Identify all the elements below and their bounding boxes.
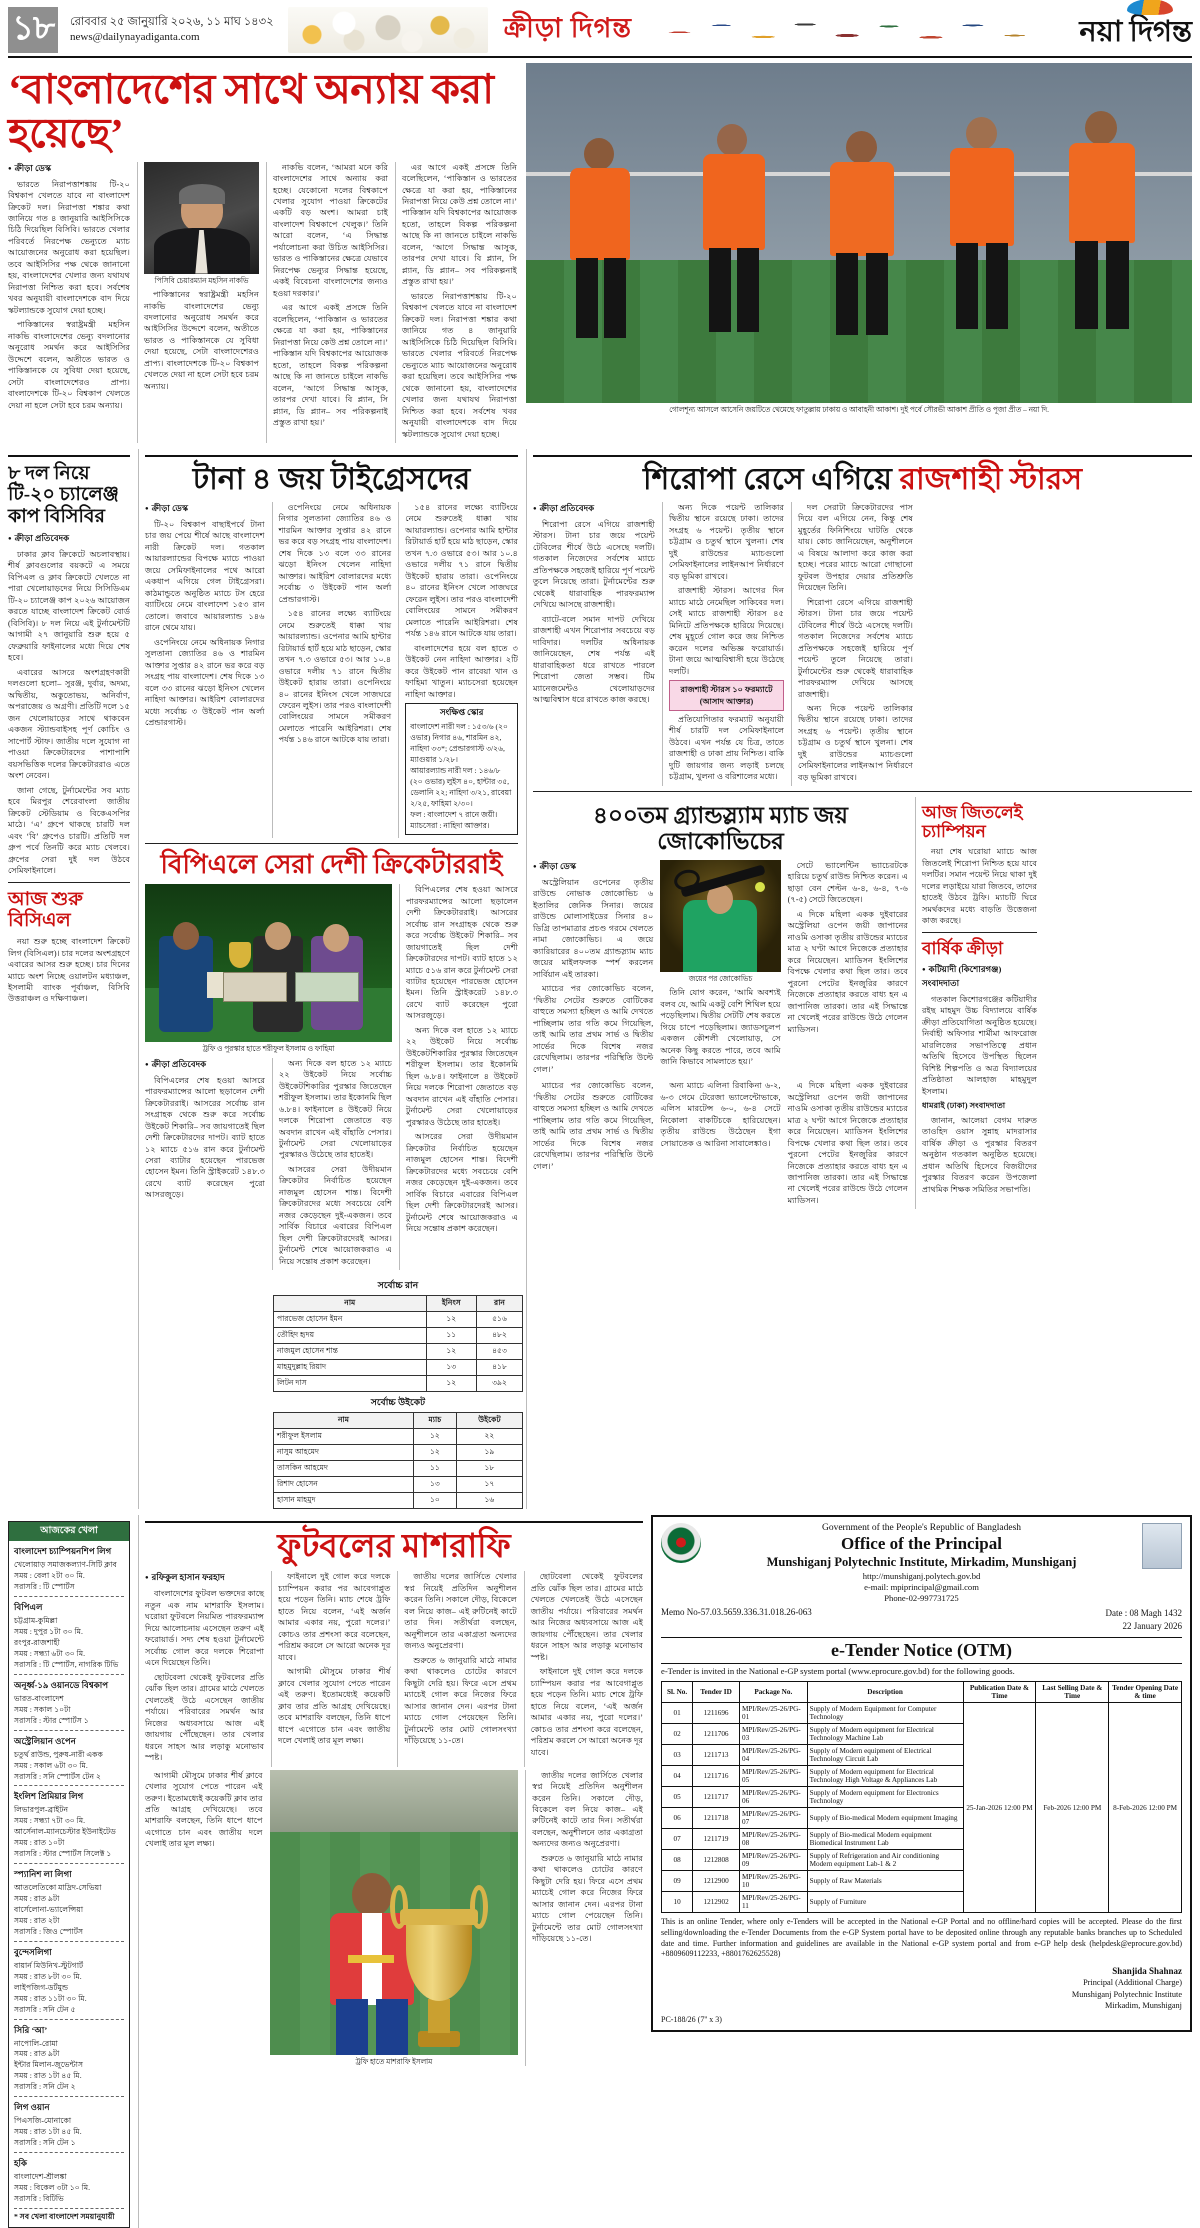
cell: ১২ — [426, 1312, 476, 1328]
t20-challenge-byline: ● ক্রীড়া প্রতিবেদক — [8, 532, 130, 546]
mashrafi-trophy-photo — [270, 1770, 519, 2055]
schedule-line: সরাসরি : স্টার স্পোর্টস সিলেক্ট ১ — [14, 1849, 112, 1859]
tigress-p5: ১৫৪ রানের লক্ষ্যে ব্যাটিংয়ে নেমে শুরুতেই ধাক্কা খায় আয়ারল্যান্ড। ওপেনার আমি হান্টার রিটায়ার্ড হার্ট হয়ে মাঠ ছাড়েন, স্কোর তখন ৭.৩ ওভারে ৫৩। আর ১০.৪ ওভারে দলীয় ৭১ রানে দ্বিতীয় উইকেট হারায় তারা। ওপেনিংয়ে ৪০ রানের ইনিংস খেলে সাজঘরে ফেরেন লুইস। তার পরও বাংলাদেশী বোলিংয়ের সামনে সমীকরণ মেলাতে পারেনি আইরিশরা। শেষ পর্যন্ত ১৪৬ রানে আটকে যায় তারা। — [405, 502, 519, 639]
schedule-block — [14, 1946, 124, 2016]
cell: Supply of Bio-medical Modern equipment Imaging — [807, 1808, 963, 1829]
scorecard-line-2: আয়ারল্যান্ড নারী দল : ১৪৬/৮ (২০ ওভার) লুইস ৪০, হান্টার ৩৫, ডেলানি ২২; নাহিদা ৩/২১, রাবেয়া ২/২৫, ফাহিমা ২/৩০। — [410, 766, 512, 808]
tender-th-desc: Description — [807, 1682, 963, 1703]
tender-opening-date: 8-Feb-2026 12:00 PM — [1109, 1703, 1182, 1913]
scorecard-line-1: বাংলাদেশ নারী দল : ১৫৩/৬ (২০ ওভার) নিগার ৪৬, শারমিন ৪২, নাহিদা ৩৩*; প্রেন্ডারগাস্ট ৩/২৬, ম্যাগুয়ার ১/২৮। — [410, 722, 508, 764]
hero-caption-credit: – নয়া দি. — [1023, 405, 1049, 414]
bpl-award-photo-caption: ট্রফি ও পুরস্কার হাতে শরীফুল ইসলাম ও ফাহিমা — [202, 1044, 335, 1054]
champion-today-headline: আজ জিতলেই চ্যাম্পিয়ন — [922, 803, 1023, 842]
schedule-line: সময় : সন্ধ্যা ৭টা ৩০ মি. — [14, 1816, 86, 1826]
djokovic-byline: ● ক্রীড়া ডেস্ক — [533, 860, 653, 874]
schedule-line: সময় : রাত ৮টা ৩০ মি. — [14, 1971, 82, 1981]
table-row — [274, 1360, 523, 1376]
tender-signature — [661, 1965, 1182, 2011]
cell: ১৬ — [456, 1493, 522, 1509]
cell: ১২ — [413, 1429, 456, 1445]
runs-th-2: রান — [477, 1296, 523, 1312]
wkts-th-0: নাম — [274, 1413, 414, 1429]
schedule-line: লাইপজিগ-ডর্টমুন্ড — [14, 1982, 69, 1992]
rajshahi-headline-red: রাজশাহী স্টারস — [899, 463, 1083, 497]
tender-th-package: Package No. — [739, 1682, 807, 1703]
schedule-line: চট্টগ্রাম-কুমিল্লা — [14, 1616, 58, 1626]
lead-p3a: পাকিস্তানের স্বরাষ্ট্রমন্ত্রী মহসিন নাকভি বাংলাদেশের ভেন্যু বদলানোর অনুরোধ সমর্থন করে আইসিসির উদ্দেশে বলেন, অতীতে ভারত ও পাকিস্তানকে যে সুবিধা দেয়া হয়েছে, সেটা বাংলাদেশেরও প্রাপ্য। বাংলাদেশকে টি-২০ বিশ্বকাপ খেলতে দেয়া না হলে সেটা হবে চরম অন্যায়। — [144, 290, 259, 391]
wkts-th-1: ম্যাচ — [413, 1413, 456, 1429]
cell: নাসুম আহমেদ — [274, 1445, 414, 1461]
schedule-line: লিভারপুল-ব্রাইটন — [14, 1805, 69, 1815]
cell: Supply of Raw Materials — [807, 1871, 963, 1892]
schedule-line: সরাসরি : সনি স্পোর্টস টেন ২ — [14, 1771, 101, 1781]
mashrafi-p9: আগামী মৌসুমে ঢাকার শীর্ষ ক্লাবে খেলার সুযোগ পেতে পারেন এই তরুণ। ইতোমধ্যেই কয়েকটি ক্লাব তার প্রতি আগ্রহ দেখিয়েছে। তবে মাশরাফি বলছেন, তিনি ধাপে ধাপে এগোতে চান এবং জাতীয় দলে খেলাই তার মূল লক্ষ্য। — [145, 1770, 263, 1849]
cell: ১৮ — [456, 1461, 522, 1477]
mashrafi-byline: ● রফিকুল হাসান ফরহাদ — [145, 1571, 264, 1585]
table-row — [274, 1461, 523, 1477]
tender-publication-date: 25-Jan-2026 12:00 PM — [963, 1703, 1036, 1913]
rajshahi-p2: ব্যাটে-বলে সমান দাপট দেখিয়ে রাজশাহী এখন শিরোপার সবচেয়ে বড় দাবিদার। দলটির অধিনায়ক জানিয়েছেন, শেষ পর্যন্ত এই ধারাবাহিকতা ধরে রাখতে পারলে শিরোপা জেতা সম্ভব। টিম ম্যানেজমেন্টও খেলোয়াড়দের আত্মবিশ্বাস ধরে রাখতে কাজ করছে। — [533, 614, 655, 705]
lead-p4: এর আগে একই প্রসঙ্গে তিনি বলেছিলেন, ‘পাকিস্তান ও ভারতের ক্ষেত্রে যা করা হয়, পাকিস্তানের নিরাপত্তা নিয়ে কেউ প্রশ্ন তোলে না।’ পাকিস্তান যদি বিশ্বকাপের আয়োজক হতো, তাহলে বিকল্প পরিকল্পনা আছে কি না জানতে চাইলে নাকভি বলেন, ‘আগে সিদ্ধান্ত আসুক, তারপর দেখা যাবে। বি প্ল্যান, সি প্ল্যান, ডি প্ল্যান– সব পরিকল্পনাই প্রস্তুত রাখা হয়।’ — [273, 303, 388, 428]
tender-notice-block — [651, 1515, 1192, 2227]
tender-institute: Munshiganj Polytechnic Institute, Mirkadim, Munshiganj — [766, 1555, 1077, 1570]
t20-challenge-headline: ৮ দল নিয়ে টি-২০ চ্যালেঞ্জ কাপ বিসিবির — [8, 463, 119, 527]
lead-headline: ‘বাংলাদেশের সাথে অন্যায় করা হয়েছে’ — [8, 66, 494, 157]
table-row — [274, 1328, 523, 1344]
tigress-p6: বাংলাদেশের হয়ে বল হাতে ৩ উইকেট নেন নাহিদা আক্তার। ২টি করে উইকেট পান রাবেয়া খান ও ফাহিমা খাতুন। ম্যাচসেরা হয়েছেন নাহিদা আক্তার। — [405, 643, 519, 699]
rajshahi-p7: শিরোপা রেসে এগিয়ে রাজশাহী স্টারস। টানা চার জয়ে পয়েন্ট টেবিলের শীর্ষে উঠে এসেছে দলটি। গতকাল নিজেদের সর্বশেষ ম্যাচে প্রতিপক্ষকে সহজেই হারিয়ে পূর্ণ পয়েন্ট তুলে নিয়েছে তারা। টুর্নামেন্টের শুরু থেকেই ধারাবাহিক পারফরম্যান্স দেখিয়ে আসছে রাজশাহী। — [798, 597, 913, 699]
cell: Supply of Furniture — [807, 1892, 963, 1913]
cell: 04 — [662, 1766, 693, 1787]
mashrafi-p6: শুরুতে ৬ জানুয়ারি মাঠে নামার কথা থাকলেও চোটের কারণে কিছুটা দেরি হয়। ফিরে এসে প্রথম ম্যাচেই গোল করে নিজের ফিরে আসার জানান দেন। এরপর টানা ম্যাচে গোল পেয়েছেন তিনি। টুর্নামেন্টে তার মোট গোলসংখ্যা দাঁড়িয়েছে ১১-তে। — [404, 1655, 517, 1746]
schedule-line: সরাসরি : স্টার স্পোর্টস ১ — [14, 1715, 89, 1725]
lead-p5: এর আগে একই প্রসঙ্গে তিনি বলেছিলেন, ‘পাকিস্তান ও ভারতের ক্ষেত্রে যা করা হয়, পাকিস্তানের নিরাপত্তা নিয়ে কেউ প্রশ্ন তোলে না।’ পাকিস্তান যদি বিশ্বকাপের আয়োজক হতো, তাহলে বিকল্প পরিকল্পনা আছে কি না জানতে চাইলে নাকভি বলেন, ‘আগে সিদ্ধান্ত আসুক, তারপর দেখা যাবে। বি প্ল্যান, সি প্ল্যান, ডি প্ল্যান– সব পরিকল্পনাই প্রস্তুত রাখা হয়।’ — [402, 162, 517, 287]
schedule-line: সরাসরি : সনি টেন ১ — [14, 2138, 76, 2148]
section-logo: ক্রীড়া দিগন্ত — [503, 12, 632, 43]
djokovic-photo-caption: জয়ের পর জোকোভিচ — [688, 973, 753, 983]
tender-phone: Phone-02-997731725 — [884, 1593, 959, 1604]
lead-p3: নাকভি বলেন, ‘আমরা মনে করি বাংলাদেশের সাথে অন্যায় করা হচ্ছে। যেকোনো দলের বিশ্বকাপে খেলার সুযোগ পাওয়া ক্রিকেটের একটি বড় অংশ। আমরা চাই বাংলাদেশ বিশ্বকাপে খেলুক।’ তিনি আরো বলেন, ‘এ সিদ্ধান্ত পর্যালোচনা করা উচিত আইসিসির। ভারত ও পাকিস্তানের ক্ষেত্রে যেভাবে নিরপেক্ষ ভেন্যুর সিদ্ধান্ত হয়েছে, একই বিবেচনা বাংলাদেশের জন্যও হওয়া দরকার।’ — [273, 162, 388, 298]
institute-logo-icon — [1142, 1523, 1182, 1569]
schedule-line: ইন্টার মিলান-জুভেন্টাস — [14, 2060, 84, 2070]
cell: 1211717 — [693, 1787, 740, 1808]
djokovic-p4: সেটে ভ্যালেন্টিন ভ্যাচেরটকে হারিয়ে চতুর্থ রাউন্ড নিশ্চিত করেন। এ ছাড়া বেন শেল্টন ৬-৪, ৬-৪, ৭-৬ (৭-৫) সেটে জিতেছেন। — [787, 860, 908, 905]
cell: ১০ — [413, 1493, 456, 1509]
cell: 10 — [662, 1892, 693, 1913]
athletes-montage-icon — [646, 7, 1065, 53]
tender-website[interactable]: http://munshiganj.polytech.gov.bd — [862, 1571, 981, 1582]
masthead — [8, 6, 1192, 58]
tigress-headline: টানা ৪ জয় টাইগ্রেসদের — [192, 463, 471, 497]
djokovic-photo — [660, 860, 780, 972]
schedule-line: সময় : রাত ১টা ৪৫ মি. — [14, 2127, 82, 2137]
bpl-best-p3: আসরের সেরা উদীয়মান ক্রিকেটার নির্বাচিত হয়েছেন নাজমুল হোসেন শান্ত। বিদেশী ক্রিকেটারদের মধ্যে সবচেয়ে বেশি নজর কেড়েছেন দুই-একজন। তবে সার্বিক বিচারে এবারের বিপিএল ছিল দেশী ক্রিকেটারদেরই আসর। টুর্নামেন্ট শেষে আয়োজকরাও এ নিয়ে সন্তোষ প্রকাশ করেছেন। — [279, 1164, 392, 1266]
cell: ১১ — [426, 1328, 476, 1344]
cell: ১৭ — [456, 1477, 522, 1493]
djokovic-p2: ম্যাচের পর জোকোভিচ বলেন, ‘দ্বিতীয় সেটের শুরুতে বোটিকের বাহুতে সমস্যা হচ্ছিল ও আমি দেখতে পাচ্ছিলাম তার গতি কমে গিয়েছিল, তাই আমি তার প্রথম সার্ভ ও দ্বিতীয় সার্ভের দিকে বিশেষ নজর রেখেছিলাম। তারপর পরিস্থিতি উল্টে গেল।’ — [533, 984, 654, 1074]
bpl-best-p2: অন্য দিকে বল হাতে ১২ ম্যাচে ২২ উইকেট নিয়ে সর্বোচ্চ উইকেটশিকারির পুরস্কার জিতেছেন শরীফুল ইসলাম। তার ইকোনমি ছিল ৬.৮৪। ফাইনালে ৪ উইকেট নিয়ে দলকে শিরোপা জেতাতে বড় অবদান রাখেন এই বাঁহাতি পেসার। টুর্নামেন্ট সেরা খেলোয়াড়ের পুরস্কারও উঠেছে তার হাতেই। — [279, 1058, 392, 1160]
schedule-block — [14, 1790, 124, 1860]
annual-sports-p1: গতকাল কিশোরগঞ্জের কটিয়াদীর রইছ মাহমুদ উচ্চ বিদ্যালয়ে বার্ষিক ক্রীড়া প্রতিযোগিতা অনুষ্ঠিত হয়েছে। নির্বাহী অফিসার শার্মীমা আফরোজ মারলিজের সভাপতিত্বে প্রধান অতিথি হিসেবে উপস্থিত ছিলেন বিশিষ্ট শিল্পপতি ও অত্র বিদ্যালয়ের প্রতিষ্ঠাতা আলহাজ মাহমুদুল ইসলাম। — [922, 994, 1037, 1096]
masthead-dateline — [70, 15, 274, 45]
cell: Supply of Modern equipment for Electrical Technology High Voltage & Appliances Lab — [807, 1766, 963, 1787]
table-row — [274, 1445, 523, 1461]
schedule-line: ভারত-বাংলাদেশ — [14, 1693, 64, 1703]
schedule-header: অস্ট্রেলিয়ান ওপেন — [14, 1735, 76, 1746]
cell: ২২ — [456, 1429, 522, 1445]
bcl-p1: নয়া শুরু হচ্ছে বাংলাদেশ ক্রিকেট লিগ (বিসিএল)। চার দলের অংশগ্রহণে এবারের আসর শুরু হচ্ছে। চার দিনের ম্যাচে অংশ নিচ্ছে ওয়ালটন মধ্যাঞ্চল, ইসলামী ব্যাংক পূর্বাঞ্চল, বিসিবি উত্তরাঞ্চল ও দক্ষিণাঞ্চল। — [8, 937, 130, 1004]
djokovic-p8: এ দিকে মহিলা একক দুইবারের অস্ট্রেলিয়া ওপেন জয়ী জাপানের নাওমি ওসাকা তৃতীয় রাউন্ডের ম্যাচের মাত্র ২ ঘণ্টা আগে নিজেকে প্রত্যাহার করে নিয়েছেন। ম্যাডিসন ইংলিশের বিপক্ষে খেলার কথা ছিল তার। তবে পুরনো পেটের ইনজুরির কারণে নিজেকে প্রত্যাহার করতে বাধ্য হন এ জাপানিজ তারকা। তার এই সিদ্ধান্তে না খেলেই পরের রাউন্ডে উঠে গেলেন ম্যাডিসন। — [787, 1081, 908, 1205]
cell: 1211713 — [693, 1745, 740, 1766]
hero-caption-text: গোলশূন্য আসলে আসেনি জয়টিতে থেমেছে ফাতুল্লায় ঢাকায় ও আবাহনী আকাশ। দুই পর্বে সৌরভী আকাশ প্রীতি ও পূজা প্রীত — [669, 405, 1022, 414]
tender-email[interactable]: e-mail: mpiprincipal@gmail.com — [864, 1582, 979, 1593]
e-tender-lead: e-Tender is invited in the National e-GP system portal (www.eprocure.gov.bd) for the following goods. — [661, 1665, 1015, 1676]
hero-photo-block — [526, 63, 1192, 443]
table-row — [274, 1477, 523, 1493]
cell: ১১ — [413, 1461, 456, 1477]
cell: MPI/Rev/25-26/PG-07 — [739, 1808, 807, 1829]
tender-th-pub: Publication Date & Time — [963, 1682, 1036, 1703]
tender-pc-code: PC-188/26 (7'' x 3) — [661, 2015, 722, 2025]
champion-today-p1: নয়া শেষ ঘরোয়া ম্যাচে আজ জিতলেই শিরোপা নিশ্চিত হয়ে যাবে দলটির। সমান পয়েন্ট নিয়ে থাকা দুই দলের লড়াইয়ে যারা জিতবে, তাদের হাতেই উঠবে ট্রফি। ম্যাচটি ঘিরে সমর্থকদের মধ্যে বাড়তি উত্তেজনা কাজ করছে। — [922, 847, 1037, 926]
tender-date-bangla: Date : 08 Magh 1432 — [1105, 1608, 1182, 1619]
e-tender-title: e-Tender Notice (OTM) — [661, 1637, 1182, 1664]
schedule-line: সময় : বেলা ২টা ৩০ মি. — [14, 1571, 85, 1581]
bcl-headline: আজ শুরু বিসিএল — [8, 888, 83, 931]
t20-challenge-p2: এবারের আসরে অংশগ্রহণকারী দলগুলো হলো– সুরঞ্জ, দুর্বার, অদম্য, অদ্বিতীয়, অকুতোভয়, অনির্বাণ, অপরাজেয় ও অগ্রণী। প্রতিটি দলে ১৫ জন খেলোয়াড়ের সাথে থাকবেন একজন স্ট্যান্ডবাইসহ পূর্ণ কোচিং ও সাপোর্ট স্টাফ। জাতীয় দলে সুযোগ না পাওয়া ক্রিকেটারদের পাশাপাশি বয়সভিত্তিক দলের ক্রিকেটাররাও এতে অংশ নেবেন। — [8, 667, 130, 781]
cell: MPI/Rev/25-26/PG-06 — [739, 1787, 807, 1808]
cell: রিশাদ হোসেন — [274, 1477, 414, 1493]
lead-byline: ● ক্রীড়া ডেস্ক — [8, 162, 130, 176]
mashrafi-p8: ফাইনালে দুই গোল করে দলকে চ্যাম্পিয়ন করার পর আবেগাপ্লুত হয়ে পড়েন তিনি। ম্যাচ শেষে ট্রফি হাতে নিয়ে বলেন, ‘এই অর্জন আমার একার নয়, পুরো দলের।’ কোচও তার প্রশংসা করে বলেছেন, পরিশ্রম করলে সে আরো অনেক দূর যাবে। — [530, 1667, 644, 1757]
table-row — [274, 1376, 523, 1392]
schedule-line: সময় : সকাল ৬টা ৩০ মি. — [14, 1760, 88, 1770]
annual-sports-correspondent: ● কটিয়াদী (কিশোরগঞ্জ) সংবাদদাতা — [922, 963, 1037, 991]
schedule-line: সময় : সন্ধ্যা ৬টা ৩০ মি. — [14, 1648, 86, 1658]
schedule-line: সরাসরি : টি স্পোর্টস, নাগরিক টিভি — [14, 1659, 119, 1669]
mashrafi-headline: ফুটবলের মাশরাফি — [277, 1529, 511, 1566]
tender-th-last: Last Selling Date & Time — [1036, 1682, 1109, 1703]
naqvi-photo-caption: পিসিবি চেয়ারম্যান মহসিন নাকভি — [154, 275, 249, 285]
schedule-block — [14, 2157, 124, 2205]
tender-date-english: 22 January 2026 — [1122, 1620, 1182, 1631]
rajshahi-p3: অন্য দিকে পয়েন্ট তালিকার দ্বিতীয় স্থানে রয়েছে ঢাকা। তাদের সংগ্রহ ৬ পয়েন্ট। তৃতীয় স্থানে চট্টগ্রাম ও চতুর্থ স্থানে খুলনা। শেষ দুই রাউন্ডের ম্যাচগুলো সেমিফাইনালের লাইনআপ নির্ধারণে বড় ভূমিকা রাখবে। — [669, 502, 784, 581]
schedule-block — [14, 1735, 124, 1783]
schedule-line: পিএসজি-মোনাকো — [14, 2116, 72, 2126]
cell: হাসান মাহমুদ — [274, 1493, 414, 1509]
rajshahi-p8: অন্য দিকে পয়েন্ট তালিকার দ্বিতীয় স্থানে রয়েছে ঢাকা। তাদের সংগ্রহ ৬ পয়েন্ট। তৃতীয় স্থানে চট্টগ্রাম ও চতুর্থ স্থানে খুলনা। শেষ দুই রাউন্ডের ম্যাচগুলো সেমিফাইনালের লাইনআপ নির্ধারণে বড় ভূমিকা রাখবে। — [798, 703, 913, 782]
schedule-block — [14, 1679, 124, 1727]
cell: 09 — [662, 1871, 693, 1892]
mashrafi-p7: ছোটবেলা থেকেই ফুটবলের প্রতি ঝোঁক ছিল তার। গ্রামের মাঠে খেলতে খেলতেই উঠে এসেছেন জাতীয় পর্যায়ে। পরিবারের সমর্থন আর নিজের অধ্যবসায়ে আজ এই জায়গায় পৌঁছেছেন। তার খেলার ধরনে সাহস আর লড়াকু মনোভাব স্পষ্ট। — [530, 1572, 644, 1662]
djokovic-p3: তিনি যোগ করেন, ‘আমি অবশ্যই বলব যে, আমি একটু বেশি শিথিল হয়ে পড়েছিলাম। দ্বিতীয় সেটটি শেষ করতে গিয়ে চাপে পড়েছিলাম। জ্যাডসচুলপ একজন কৌশলী খেলোয়াড়, সে অনেক কিছু করতে পারে, তবে আমি জানি কিভাবে সামলাতে হয়।’ — [660, 988, 781, 1067]
wkts-th-2: উইকেট — [456, 1413, 522, 1429]
tigress-p1: টি-২০ বিশ্বকাপ বাছাইপর্বে টানা চার জয় পেয়ে শীর্ষে আছে বাংলাদেশ নারী ক্রিকেট দল। গতকাল আয়ারল্যান্ডের বিপক্ষে ম্যাচে পাওয়া জয়ে সেমিফাইনালের পথে আরো একধাপ এগিয়ে গেল টাইগ্রেসরা। কাঠমান্ডুতে অনুষ্ঠিত ম্যাচে টস হেরে ব্যাটিংয়ে নেমে বাংলাদেশ ১৫৩ রান তোলে। জবাবে আয়ারল্যান্ড ১৪৬ রানে থেমে যায়। — [145, 519, 265, 633]
runs-th-1: ইনিংস — [426, 1296, 476, 1312]
t20-challenge-p1: ঢাকার ক্লাব ক্রিকেটে অচলাবস্থায়। শীর্ষ ক্লাবগুলোর বয়কটে এ সময়ে বিপিএল ও ক্লাব ক্রিকেটে খেলতে না পারা খেলোয়াড়দের নিয়ে সিসিডিএম টি-২০ চ্যালেঞ্জ কাপ ২০২৬ আয়োজন করতে যাচ্ছে বাংলাদেশ ক্রিকেট বোর্ড (বিসিবি)। ৮ দল নিয়ে এই টুর্নামেন্টটি আগামী ২৭ জানুয়ারি শুরু হয়ে ৫ ফেব্রুয়ারি ফাইনালের মধ্যে দিয়ে শেষ হবে। — [8, 549, 130, 663]
schedule-block — [14, 1545, 124, 1593]
runs-table-caption: সর্বোচ্চ রান — [377, 1280, 419, 1291]
schedule-line: সরাসরি : বিটিভি — [14, 2193, 64, 2203]
cell: শরীফুল ইসলাম — [274, 1429, 414, 1445]
cell: ৪৮২ — [477, 1328, 523, 1344]
schedule-header: স্প্যানিশ লা লিগা — [14, 1869, 72, 1880]
djokovic-p7: অন্য ম্যাচে এলিনা রিবাকিনা ৬-২, ৬-৩ গেমে টেরেজা ভ্যালেন্টোভাকে, এলিস মারটেন্স ৬-০, ৬-৪ সেটে নিকোলা বাকটিচকে হারিয়েছেন। তৃতীয় রাউন্ডে উঠেছেন ইগা সোয়াতেক ও আরিনা সাবালেঙ্কাও। — [660, 1081, 781, 1148]
rajshahi-p6: দল সেরাটা ক্রিকেটারদের পাস দিয়ে বল এগিয়ে নেন, কিন্তু শেষ মুহূর্তের ফিনিশিংয়ে ঘাটতি থেকে যায়। কোচ জানিয়েছেন, অনুশীলনে এ বিষয়ে আলাদা করে কাজ করা হচ্ছে। পরের ম্যাচে আরো গোছানো ফুটবল উপহার দেয়ার প্রতিশ্রুতি দিয়েছেন তিনি। — [798, 502, 913, 593]
schedule-line: সরাসরি : সনি টেন ৫ — [14, 2004, 76, 2014]
tender-th-id: Tender ID — [693, 1682, 740, 1703]
cell: লিটন দাস — [274, 1376, 427, 1392]
hero-photo — [526, 63, 1192, 403]
tender-dates — [1106, 1607, 1183, 1632]
tender-th-open: Tender Opening Date & time — [1109, 1682, 1182, 1703]
cell: Supply of Refrigeration and Air conditioning Modern equipment Lab-1 & 2 — [807, 1850, 963, 1871]
tender-last-selling-date: Feb-2026 12:00 PM — [1036, 1703, 1109, 1913]
cell: ১২ — [413, 1445, 456, 1461]
cell: MPI/Rev/25-26/PG-05 — [739, 1766, 807, 1787]
cell: 02 — [662, 1724, 693, 1745]
schedule-header: বাংলাদেশ চ্যাম্পিয়নশিপ লিগ — [14, 1546, 112, 1557]
schedule-header: সিরি ‘আ’ — [14, 2024, 48, 2035]
email-text: news@dailynayadiganta.com — [70, 31, 200, 44]
annual-sports-p2-head: ধামরাই (ঢাকা) সংবাদদাতা — [922, 1101, 1006, 1111]
rajshahi-headline-black: শিরোপা রেসে এগিয়ে — [642, 463, 900, 497]
govt-emblem-icon — [661, 1523, 701, 1563]
lead-p1: ভারতে নিরাপত্তাশঙ্কায় টি-২০ বিশ্বকাপ খেলতে যাবে না বাংলাদেশ ক্রিকেট দল। নিরাপত্তা শঙ্কার কথা জানিয়ে গত ৪ জানুয়ারি আইসিসিকে চিঠি দিয়েছিল বিসিবি। ভারতে খেলার পরিবর্তে নিরপেক্ষ ভেন্যুতে ম্যাচ আয়োজনের অনুরোধ করা হয়েছিল। তবে আইসিসির পক্ষ থেকে জানানো হয়, বাংলাদেশের খেলার জন্য যথাযথ নিরাপত্তা নিশ্চিত করা হবে। সর্বশেষ খবর অনুযায়ী বাংলাদেশকে বাদ দিয়ে স্কটল্যান্ডকে সুযোগ দেয়া হচ্ছে। — [8, 179, 130, 315]
mashrafi-p11: শুরুতে ৬ জানুয়ারি মাঠে নামার কথা থাকলেও চোটের কারণে কিছুটা দেরি হয়। ফিরে এসে প্রথম ম্যাচেই গোল করে নিজের ফিরে আসার জানান দেন। এরপর টানা ম্যাচে গোল পেয়েছেন তিনি। টুর্নামেন্টে তার মোট গোলসংখ্যা দাঁড়িয়েছে ১১-তে। — [532, 1853, 643, 1944]
cell: Supply of Modern Equipment for Computer Technology — [807, 1703, 963, 1724]
cell: 1212902 — [693, 1892, 740, 1913]
cell: 06 — [662, 1808, 693, 1829]
cell: Supply of Modern equipment for Electronics Technology — [807, 1787, 963, 1808]
schedule-line: বায়ার্ন মিউনিখ-স্টুটগার্ট — [14, 1960, 84, 1970]
sports-balls-icon — [288, 7, 488, 53]
table-row — [662, 1703, 1182, 1724]
schedule-block — [14, 1868, 124, 1938]
scorecard-line-3: ফল : বাংলাদেশ ৭ রানে জয়ী। — [410, 810, 498, 819]
paper-logo — [1079, 3, 1192, 58]
schedule-header: বিপিএল — [14, 1602, 43, 1613]
tigress-byline: ● ক্রীড়া ডেস্ক — [145, 502, 265, 516]
cell: MPI/Rev/25-26/PG-03 — [739, 1724, 807, 1745]
bpl-best-p5: অন্য দিকে বল হাতে ১২ ম্যাচে ২২ উইকেট নিয়ে সর্বোচ্চ উইকেটশিকারির পুরস্কার জিতেছেন শরীফুল ইসলাম। তার ইকোনমি ছিল ৬.৮৪। ফাইনালে ৪ উইকেট নিয়ে দলকে শিরোপা জেতাতে বড় অবদান রাখেন এই বাঁহাতি পেসার। টুর্নামেন্ট সেরা খেলোয়াড়ের পুরস্কারও উঠেছে তার হাতেই। — [406, 1025, 518, 1127]
cell: মাহমুদুল্লাহ রিয়াদ — [274, 1360, 427, 1376]
cell: 1211696 — [693, 1703, 740, 1724]
cell: পারভেজ হোসেন ইমন — [274, 1312, 427, 1328]
cell: নাজমুল হোসেন শান্ত — [274, 1344, 427, 1360]
tender-th-sl: Sl. No. — [662, 1682, 693, 1703]
cell: ১৩ — [426, 1360, 476, 1376]
schedule-line: সরাসরি : টি স্পোর্টস — [14, 1582, 75, 1592]
tender-sign-name: Shanjida Shahnaz — [1112, 1966, 1182, 1977]
cell: 1212808 — [693, 1850, 740, 1871]
bpl-best-byline: ● ক্রীড়া প্রতিবেদক — [145, 1058, 265, 1072]
cell: 05 — [662, 1787, 693, 1808]
rajshahi-p5: প্রতিযোগিতার ফরম্যাট অনুযায়ী শীর্ষ চারটি দল সেমিফাইনালে উঠবে। এখন পর্যন্ত যে চিত্র, তাতে রাজশাহী ও ঢাকা প্রায় নিশ্চিত। বাকি দুটি জায়গার জন্য লড়াই চলছে চট্টগ্রাম, খুলনা ও বরিশালের মধ্যে। — [669, 714, 784, 782]
schedule-line: সরাসরি : জিও স্পোর্টস — [14, 1926, 84, 1936]
cell: ৪৫৩ — [477, 1344, 523, 1360]
annual-sports-headline: বার্ষিক ক্রীড়া — [922, 938, 1003, 958]
cell: 1211716 — [693, 1766, 740, 1787]
cell: 07 — [662, 1829, 693, 1850]
cell: Supply of Modern equipment of Electrical Technology Circuit Lab — [807, 1745, 963, 1766]
schedule-line: আর্সেনাল-ম্যানচেস্টার ইউনাইটেড — [14, 1827, 116, 1837]
schedule-block — [14, 1601, 124, 1671]
lead-p6: ভারতে নিরাপত্তাশঙ্কায় টি-২০ বিশ্বকাপ খেলতে যাবে না বাংলাদেশ ক্রিকেট দল। নিরাপত্তা শঙ্কার কথা জানিয়ে গত ৪ জানুয়ারি আইসিসিকে চিঠি দিয়েছিল বিসিবি। ভারতে খেলার পরিবর্তে নিরপেক্ষ ভেন্যুতে ম্যাচ আয়োজনের অনুরোধ করা হয়েছিল। তবে আইসিসির পক্ষ থেকে জানানো হয়, বাংলাদেশের খেলার জন্য যথাযথ নিরাপত্তা নিশ্চিত করা হবে। সর্বশেষ খবর অনুযায়ী বাংলাদেশকে বাদ দিয়ে স্কটল্যান্ডকে সুযোগ দেয়া হচ্ছে। — [402, 291, 517, 439]
rajshahi-byline: ● ক্রীড়া প্রতিবেদক — [533, 502, 655, 516]
date-text: রোববার ২৫ জানুয়ারি ২০২৬, ১১ মাঘ ১৪৩২ — [70, 15, 274, 28]
schedule-line: সময় : রাত ৯টা — [14, 1894, 60, 1904]
cell: Supply of Bio-medical Modern equipment Biomedical Instrument Lab — [807, 1829, 963, 1850]
schedule-header: হকি — [14, 2158, 27, 2168]
tender-sign-title-2: Munshiganj Polytechnic Institute — [1071, 1989, 1182, 1999]
schedule-line: খেলোয়াড় সমাজকল্যাণ-সিটি ক্লাব — [14, 1560, 117, 1570]
cell: MPI/Rev/25-26/PG-11 — [739, 1892, 807, 1913]
schedule-line: বাংলাদেশ-শ্রীলঙ্কা — [14, 2172, 67, 2181]
cell: MPI/Rev/25-26/PG-01 — [739, 1703, 807, 1724]
wkts-table-header-row — [274, 1413, 523, 1429]
tender-table — [661, 1681, 1182, 1913]
cell: 1212900 — [693, 1871, 740, 1892]
top-wicket-takers-table — [273, 1412, 523, 1509]
cell: MPI/Rev/25-26/PG-04 — [739, 1745, 807, 1766]
cell: ১২ — [426, 1344, 476, 1360]
tender-table-header-row — [662, 1682, 1182, 1703]
schedule-line: সরাসরি : সনি টেন ২ — [14, 2082, 76, 2092]
schedule-line: আতলেতিকো মাদ্রিদ-সেভিয়া — [14, 1883, 102, 1893]
cell: তাসকিন আহমেদ — [274, 1461, 414, 1477]
table-row — [274, 1429, 523, 1445]
rajshahi-p4: রাজশাহী স্টারস। আগের দিন ম্যাচে মাঠে নেমেছিল সাকিবের দল। সেই ম্যাচে রাজশাহী স্টারস ৪৫ মিনিটে প্রতিপক্ষকে হারিয়ে দিয়েছে। শেষ মুহূর্তে গোল করে জয় নিশ্চিত করেন দলের অভিজ্ঞ ফরোয়ার্ড। টানা জয়ে আত্মবিশ্বাসী হয়ে উঠেছে দলটি। — [669, 586, 784, 676]
djokovic-p1: অস্ট্রেলিয়ান ওপেনের তৃতীয় রাউন্ডে নোভাক জোকোভিচ ৬ ইতালির জেনিক সিনার। জয়ের রাউন্ডে মোলাসাইডের সিনার ৪০ ডিগ্রি তাপমাত্রার প্রচণ্ড গরমে খেলতে নামা জোকোভিচ। এ জয়ে ক্যারিয়ারের ৪০০তম গ্র্যান্ডস্ল্যাম ম্যাচ জয়ের মাইলফলক স্পর্শ করলেন সার্বিয়ান এই তারকা। — [533, 877, 654, 979]
djokovic-p6: ম্যাচের পর জোকোভিচ বলেন, ‘দ্বিতীয় সেটের শুরুতে বোটিকের বাহুতে সমস্যা হচ্ছিল ও আমি দেখতে পাচ্ছিলাম তার গতি কমে গিয়েছিল, তাই আমি তার প্রথম সার্ভ ও দ্বিতীয় সার্ভের দিকে বিশেষ নজর রেখেছিলাম। তারপর পরিস্থিতি উল্টে গেল।’ — [533, 1081, 654, 1171]
schedule-line: সময় : রাত ১টা ৪৫ মি. — [14, 2071, 82, 2081]
mashrafi-p10: জাতীয় দলের জার্সিতে খেলার স্বপ্ন নিয়েই প্রতিদিন অনুশীলন করেন তিনি। সকালে দৌড়, বিকেলে বল নিয়ে কাজ– এই রুটিনেই কাটে তার দিন। সতীর্থরা বলছেন, অনুশীলনে তার একাগ্রতা অন্যদের জন্যও অনুপ্রেরণা। — [532, 1770, 643, 1849]
cell: 08 — [662, 1850, 693, 1871]
hero-photo-caption — [526, 405, 1192, 414]
schedule-header: ইংলিশ প্রিমিয়ার লিগ — [14, 1791, 84, 1802]
schedule-header: বুন্দেসলিগা — [14, 1946, 52, 1957]
mashrafi-p2: ছোটবেলা থেকেই ফুটবলের প্রতি ঝোঁক ছিল তার। গ্রামের মাঠে খেলতে খেলতেই উঠে এসেছেন জাতীয় পর্যায়ে। পরিবারের সমর্থন আর নিজের অধ্যবসায়ে আজ এই জায়গায় পৌঁছেছেন। তার খেলার ধরনে সাহস আর লড়াকু মনোভাব স্পষ্ট। — [145, 1672, 265, 1763]
schedule-line: সময় : রাত ৯টা — [14, 2049, 60, 2059]
schedule-line: সময় : রাত ১০টা — [14, 1838, 65, 1848]
mashrafi-p3: ফাইনালে দুই গোল করে দলকে চ্যাম্পিয়ন করার পর আবেগাপ্লুত হয়ে পড়েন তিনি। ম্যাচ শেষে ট্রফি হাতে নিয়ে বলেন, ‘এই অর্জন আমার একার নয়, পুরো দলের।’ কোচও তার প্রশংসা করে বলেছেন, পরিশ্রম করলে সে আরো অনেক দূর যাবে। — [278, 1572, 391, 1662]
table-row — [274, 1493, 523, 1509]
annual-sports-p2: জানান, আলেয়া বেগম দারুত তাওহিদ ওয়াস সুন্নাহ মাদরাসার বার্ষিক ক্রীড়া ও পুরস্কার বিতরণ অনুষ্ঠান গতকাল অনুষ্ঠিত হয়েছে। প্রধান অতিথি হিসেবে বিজয়ীদের পুরস্কার বিতরণ করেন উপজেলা প্রাথমিক শিক্ষক সমিতির সভাপতি। — [922, 1115, 1037, 1194]
scorecard-line-4: ম্যাচসেরা : নাহিদা আক্তার। — [410, 821, 490, 830]
tender-office-title: Office of the Principal — [841, 1534, 1002, 1554]
table-row — [274, 1312, 523, 1328]
cell: ৫১৬ — [477, 1312, 523, 1328]
schedule-block — [14, 2101, 124, 2149]
t20-challenge-p3: জানা গেছে, টুর্নামেন্টের সব ম্যাচ হবে মিরপুর শেরেবাংলা জাতীয় ক্রিকেট স্টেডিয়াম ও বিকেএসপির মাঠে। ‘এ’ গ্রুপে থাকছে চারটি দল এবং ‘বি’ গ্রুপেও চারটি। প্রতিটি দল গ্রুপ পর্বে তিনটি করে ম্যাচ খেলবে। গ্রুপের সেরা দুই দল উঠবে সেমিফাইনালে। — [8, 785, 130, 876]
cell: MPI/Rev/25-26/PG-10 — [739, 1871, 807, 1892]
schedule-line: নাপোলি-রোমা — [14, 2038, 58, 2048]
djokovic-headline: ৪০০তম গ্র্যান্ডস্ল্যাম ম্যাচ জয় জোকোভিচের — [593, 803, 848, 855]
cell: ১৩ — [413, 1477, 456, 1493]
mashrafi-p5: জাতীয় দলের জার্সিতে খেলার স্বপ্ন নিয়েই প্রতিদিন অনুশীলন করেন তিনি। সকালে দৌড়, বিকেলে বল নিয়ে কাজ– এই রুটিনেই কাটে তার দিন। সতীর্থরা বলছেন, অনুশীলনে তার একাগ্রতা অন্যদের জন্যও অনুপ্রেরণা। — [404, 1572, 517, 1651]
rajshahi-p1: শিরোপা রেসে এগিয়ে রাজশাহী স্টারস। টানা চার জয়ে পয়েন্ট টেবিলের শীর্ষে উঠে এসেছে দলটি। গতকাল নিজেদের সর্বশেষ ম্যাচে প্রতিপক্ষকে সহজেই হারিয়ে পূর্ণ পয়েন্ট তুলে নিয়েছে তারা। টুর্নামেন্টের শুরু থেকেই ধারাবাহিক পারফরম্যান্স দেখিয়ে আসছে রাজশাহী। — [533, 519, 655, 610]
wickets-table-caption: সর্বোচ্চ উইকেট — [370, 1397, 426, 1408]
tender-sign-title-3: Mirkadim, Munshiganj — [1105, 2000, 1182, 2010]
cell: 03 — [662, 1745, 693, 1766]
paper-logo-text: নয়া দিগন্ত — [1079, 15, 1192, 48]
djokovic-p5: এ দিকে মহিলা একক দুইবারের অস্ট্রেলিয়া ওপেন জয়ী জাপানের নাওমি ওসাকা তৃতীয় রাউন্ডের ম্যাচের মাত্র ২ ঘণ্টা আগে নিজেকে প্রত্যাহার করে নিয়েছেন। ম্যাডিসন ইংলিশের বিপক্ষে খেলার কথা ছিল তার। তবে পুরনো পেটের ইনজুরির কারণে নিজেকে প্রত্যাহার করতে বাধ্য হন এ জাপানিজ তারকা। তার এই সিদ্ধান্তে না খেলেই পরের রাউন্ডে উঠে গেলেন ম্যাডিসন। — [787, 909, 908, 1034]
mashrafi-p4: আগামী মৌসুমে ঢাকার শীর্ষ ক্লাবে খেলার সুযোগ পেতে পারেন এই তরুণ। ইতোমধ্যেই কয়েকটি ক্লাব তার প্রতি আগ্রহ দেখিয়েছে। তবে মাশরাফি বলছেন, তিনি ধাপে ধাপে এগোতে চান এবং জাতীয় দলে খেলাই তার মূল লক্ষ্য। — [278, 1667, 391, 1746]
schedule-line: সময় : বিকেল ৩টা ১০ মি. — [14, 2182, 91, 2192]
cell: ৪১৮ — [477, 1360, 523, 1376]
bpl-best-headline: বিপিএলে সেরা দেশী ক্রিকেটাররাই — [160, 850, 503, 879]
schedule-block — [14, 2024, 124, 2094]
bpl-best-p4: বিপিএলের শেষ হওয়া আসরে পারফরম্যান্সের আলো ছড়ালেন দেশী ক্রিকেটাররাই। আসরের সর্বোচ্চ রান সংগ্রাহক থেকে শুরু করে সর্বোচ্চ উইকেট শিকারি– সব জায়গাতেই ছিল দেশী ক্রিকেটারদের দাপট। ব্যাট হাতে ১২ ম্যাচে ৫১৬ রান করে টুর্নামেন্ট সেরা ব্যাটার হয়েছেন পারভেজ হোসেন ইমন। তিনি স্ট্রাইকরেট ১৪৮.৩ রেখে ব্যাট করেছেন পুরো আসরজুড়ে। — [406, 885, 518, 1021]
schedule-line: চতুর্থ রাউন্ড, পুরুষ-নারী একক — [14, 1749, 103, 1759]
runs-table-header-row — [274, 1296, 523, 1312]
schedule-line: সময় : দুপুর ১টা ৩০ মি. — [14, 1627, 83, 1637]
cell: 1211718 — [693, 1808, 740, 1829]
cell: 01 — [662, 1703, 693, 1724]
todays-games-box — [8, 1521, 130, 2227]
logo-swoosh-icon — [1127, 0, 1173, 15]
tender-memo-no: Memo No-57.03.5659.336.31.018.26-063 — [661, 1607, 812, 1618]
bpl-best-p1: বিপিএলের শেষ হওয়া আসরে পারফরম্যান্সের আলো ছড়ালেন দেশী ক্রিকেটাররাই। আসরের সর্বোচ্চ রান সংগ্রাহক থেকে শুরু করে সর্বোচ্চ উইকেট শিকারি– সব জায়গাতেই ছিল দেশী ক্রিকেটারদের দাপট। ব্যাট হাতে ১২ ম্যাচে ৫১৬ রান করে টুর্নামেন্ট সেরা ব্যাটার হয়েছেন পারভেজ হোসেন ইমন। তিনি স্ট্রাইকরেট ১৪৮.৩ রেখে ব্যাট করেছেন পুরো আসরজুড়ে। — [145, 1075, 265, 1200]
cell: Supply of Modern equipment for Electrical Technology Machine Lab — [807, 1724, 963, 1745]
schedule-line: রংপুর-রাজশাহী — [14, 1638, 60, 1647]
mashrafi-p1: বাংলাদেশের ফুটবল ভক্তদের কাছে নতুন এক নাম মাশরাফি ইসলাম। ঘরোয়া ফুটবলে নিয়মিত পারফরম্যান্স দিয়ে আলোচনায় এসেছেন তরুণ এই ফরোয়ার্ড। সদ্য শেষ হওয়া টুর্নামেন্টে সর্বোচ্চ গোল করে দলকে শিরোপা এনে দিয়েছেন তিনি। — [145, 1589, 265, 1668]
e-tender-notice — [651, 1515, 1192, 2032]
tender-footer-note: This is an online Tender, where only e-Tenders will be accepted in the National e-GP Portal and no offline/hard copies will be accepted. Please do the first selling/downloading the e-Tender Documents from the e-GP System portal have to be deposited online through any reputable banks branches up to Scheduled date and time. Further information and guidelines are available in the National e-GP system portal and from e-GP help desk (helpdesk@eprocure.gov.bd) +8809609112233, +8801762625528) — [661, 1917, 1182, 1959]
cell: ১৯ — [456, 1445, 522, 1461]
lead-p2: পাকিস্তানের স্বরাষ্ট্রমন্ত্রী মহসিন নাকভি বাংলাদেশের ভেন্যু বদলানোর অনুরোধ সমর্থন করে আইসিসির উদ্দেশে বলেন, অতীতে ভারত ও পাকিস্তানকে যে সুবিধা দেয়া হয়েছে, সেটা বাংলাদেশেরও প্রাপ্য। বাংলাদেশকে টি-২০ বিশ্বকাপ খেলতে দেয়া না হলে সেটা হবে চরম অন্যায়। — [8, 320, 130, 410]
cell: ১২ — [426, 1376, 476, 1392]
scorecard-title: সংক্ষিপ্ত স্কোর — [439, 707, 484, 717]
schedule-line: সময় : সকাল ১০টা — [14, 1704, 71, 1714]
schedule-line: বার্সেলোনা-ভ্যালেন্সিয়া — [14, 1905, 84, 1914]
schedule-header: লিগ ওয়ান — [14, 2102, 50, 2113]
runs-th-0: নাম — [274, 1296, 427, 1312]
tigress-p4: ১৫৪ রানের লক্ষ্যে ব্যাটিংয়ে নেমে শুরুতেই ধাক্কা খায় আয়ারল্যান্ড। ওপেনার আমি হান্টার রিটায়ার্ড হার্ট হয়ে মাঠ ছাড়েন, স্কোর তখন ৭.৩ ওভারে ৫৩। আর ১০.৪ ওভারে দলীয় ৭১ রানে দ্বিতীয় উইকেট হারায় তারা। ওপেনিংয়ে ৪০ রানের ইনিংস খেলে সাজঘরে ফেরেন লুইস। তার পরও বাংলাদেশী বোলিংয়ের সামনে সমীকরণ মেলাতে পারেনি আইরিশরা। শেষ পর্যন্ত ১৪৬ রানে আটকে যায় তারা। — [278, 609, 392, 745]
tigress-p2: ওপেনিংয়ে নেমে অধিনায়ক নিগার সুলতানা জ্যোতির ৪৬ ও শারমিন আক্তার সুপ্তার ৪২ রানে ভর করে বড় সংগ্রহ পায় বাংলাদেশ। শেষ দিকে ১৩ বলে ৩৩ রানের ঝড়ো ইনিংস খেলেন নাহিদা আক্তার। আইরিশ বোলারদের মধ্যে সর্বোচ্চ ৩ উইকেট পান অর্লা প্রেন্ডারগাস্ট। — [145, 637, 265, 727]
schedule-header: অনূর্ধ্ব-১৯ ওয়ানডে বিশ্বকাপ — [14, 1679, 109, 1690]
bpl-best-p6: আসরের সেরা উদীয়মান ক্রিকেটার নির্বাচিত হয়েছেন নাজমুল হোসেন শান্ত। বিদেশী ক্রিকেটারদের মধ্যে সবচেয়ে বেশি নজর কেড়েছেন দুই-একজন। তবে সার্বিক বিচারে এবারের বিপিএল ছিল দেশী ক্রিকেটারদেরই আসর। টুর্নামেন্ট শেষে আয়োজকরাও এ নিয়ে সন্তোষ প্রকাশ করেছেন। — [406, 1132, 518, 1234]
cell: ৩৯২ — [477, 1376, 523, 1392]
tigress-p3: ওপেনিংয়ে নেমে অধিনায়ক নিগার সুলতানা জ্যোতির ৪৬ ও শারমিন আক্তার সুপ্তার ৪২ রানে ভর করে বড় সংগ্রহ পায় বাংলাদেশ। শেষ দিকে ১৩ বলে ৩৩ রানের ঝড়ো ইনিংস খেলেন নাহিদা আক্তার। আইরিশ বোলারদের মধ্যে সর্বোচ্চ ৩ উইকেট পান অর্লা প্রেন্ডারগাস্ট। — [278, 502, 392, 604]
bpl-award-photo — [145, 884, 392, 1042]
cell: তৌহিদ হৃদয় — [274, 1328, 427, 1344]
rajshahi-headline — [533, 463, 1192, 497]
schedule-line: সময় : রাত ২টা — [14, 1915, 60, 1925]
rajshahi-squad-box: রাজশাহী স্টারস ১০ ফরম্যাটে (আসাদ আক্তার) — [669, 680, 784, 711]
schedule-line: সময় : রাত ১১টা ৩০ মি. — [14, 1993, 87, 2003]
cell: MPI/Rev/25-26/PG-09 — [739, 1850, 807, 1871]
table-row — [274, 1344, 523, 1360]
cell: 1211706 — [693, 1724, 740, 1745]
schedule-footnote: * সব খেলা বাংলাদেশ সময়ানুযায়ী — [14, 2211, 115, 2221]
page-number: ১৮ — [8, 7, 58, 53]
tender-gov-line: Government of the People's Republic of Bangladesh — [821, 1523, 1022, 1534]
todays-games-title: আজকের খেলা — [9, 1522, 129, 1541]
naqvi-photo — [144, 162, 259, 274]
mashrafi-photo-caption: ট্রফি হাতে মাশরাফি ইসলাম — [355, 2056, 433, 2066]
top-run-scorers-table — [273, 1295, 523, 1392]
cell: MPI/Rev/25-26/PG-08 — [739, 1829, 807, 1850]
cell: 1211719 — [693, 1829, 740, 1850]
tigress-scorecard — [405, 703, 518, 835]
tender-sign-title-1: Principal (Additional Charge) — [1083, 1978, 1182, 1988]
